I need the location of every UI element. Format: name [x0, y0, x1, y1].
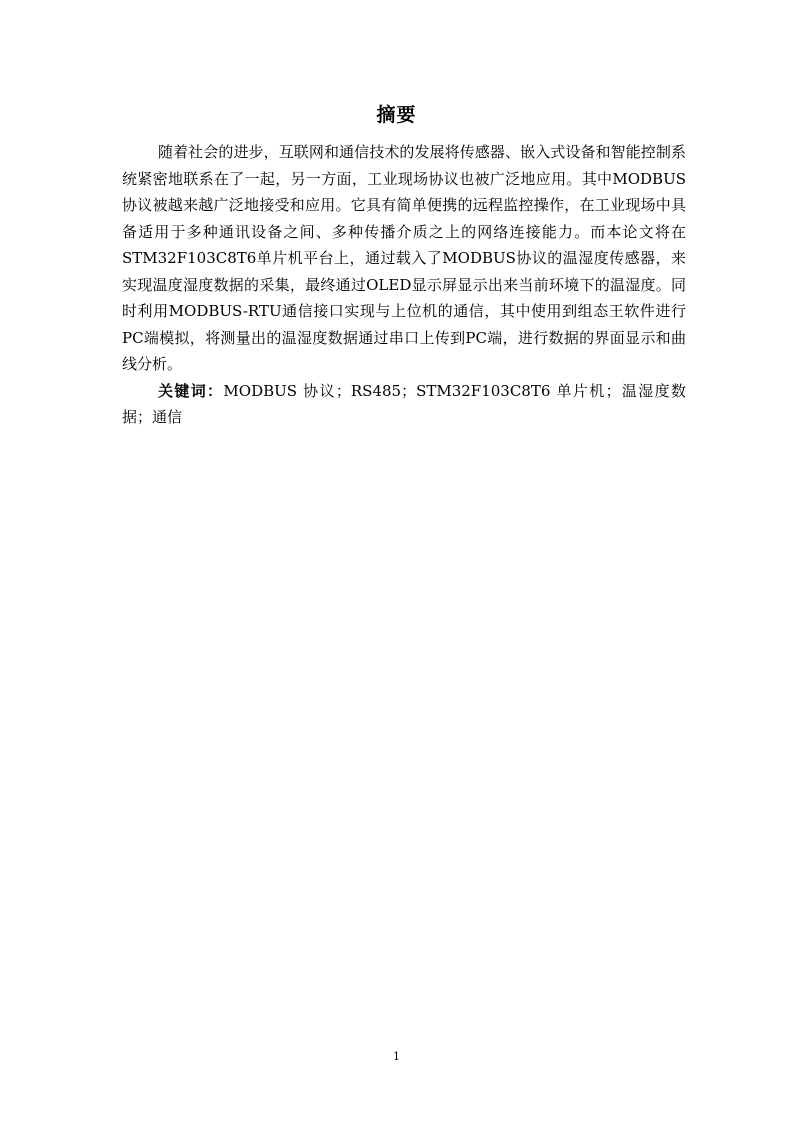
- keywords-label: 关键词：: [158, 381, 224, 400]
- abstract-paragraph: 随着社会的进步，互联网和通信技术的发展将传感器、嵌入式设备和智能控制系统紧密地联系在了一起，另一方面，工业现场协议也被广泛地应用。其中MODBUS协议被越来越广泛地接受和应用。它具有简单便携的远程监控操作，在工业现场中具备适用于多种通讯设备之间、多种传播介质之上的网络连接能力。而本论文将在STM32F103C8T6单片机平台上，通过载入了MODBUS协议的温湿度传感器，来实现温度湿度数据的采集，最终通过OLED显示屏显示出来当前环境下的温湿度。同时利用MODBUS-RTU通信接口实现与上位机的通信，其中使用到组态王软件进行PC端模拟，将测量出的温湿度数据通过串口上传到PC端，进行数据的界面显示和曲线分析。: [122, 143, 686, 373]
- keywords-line: [122, 378, 686, 431]
- page-number: 1: [393, 1050, 400, 1063]
- abstract-title: 摘要: [376, 104, 417, 126]
- keywords-text: MODBUS 协议；RS485；STM32F103C8T6 单片机；温湿度数据；通信: [122, 381, 686, 426]
- abstract-body: [122, 139, 686, 431]
